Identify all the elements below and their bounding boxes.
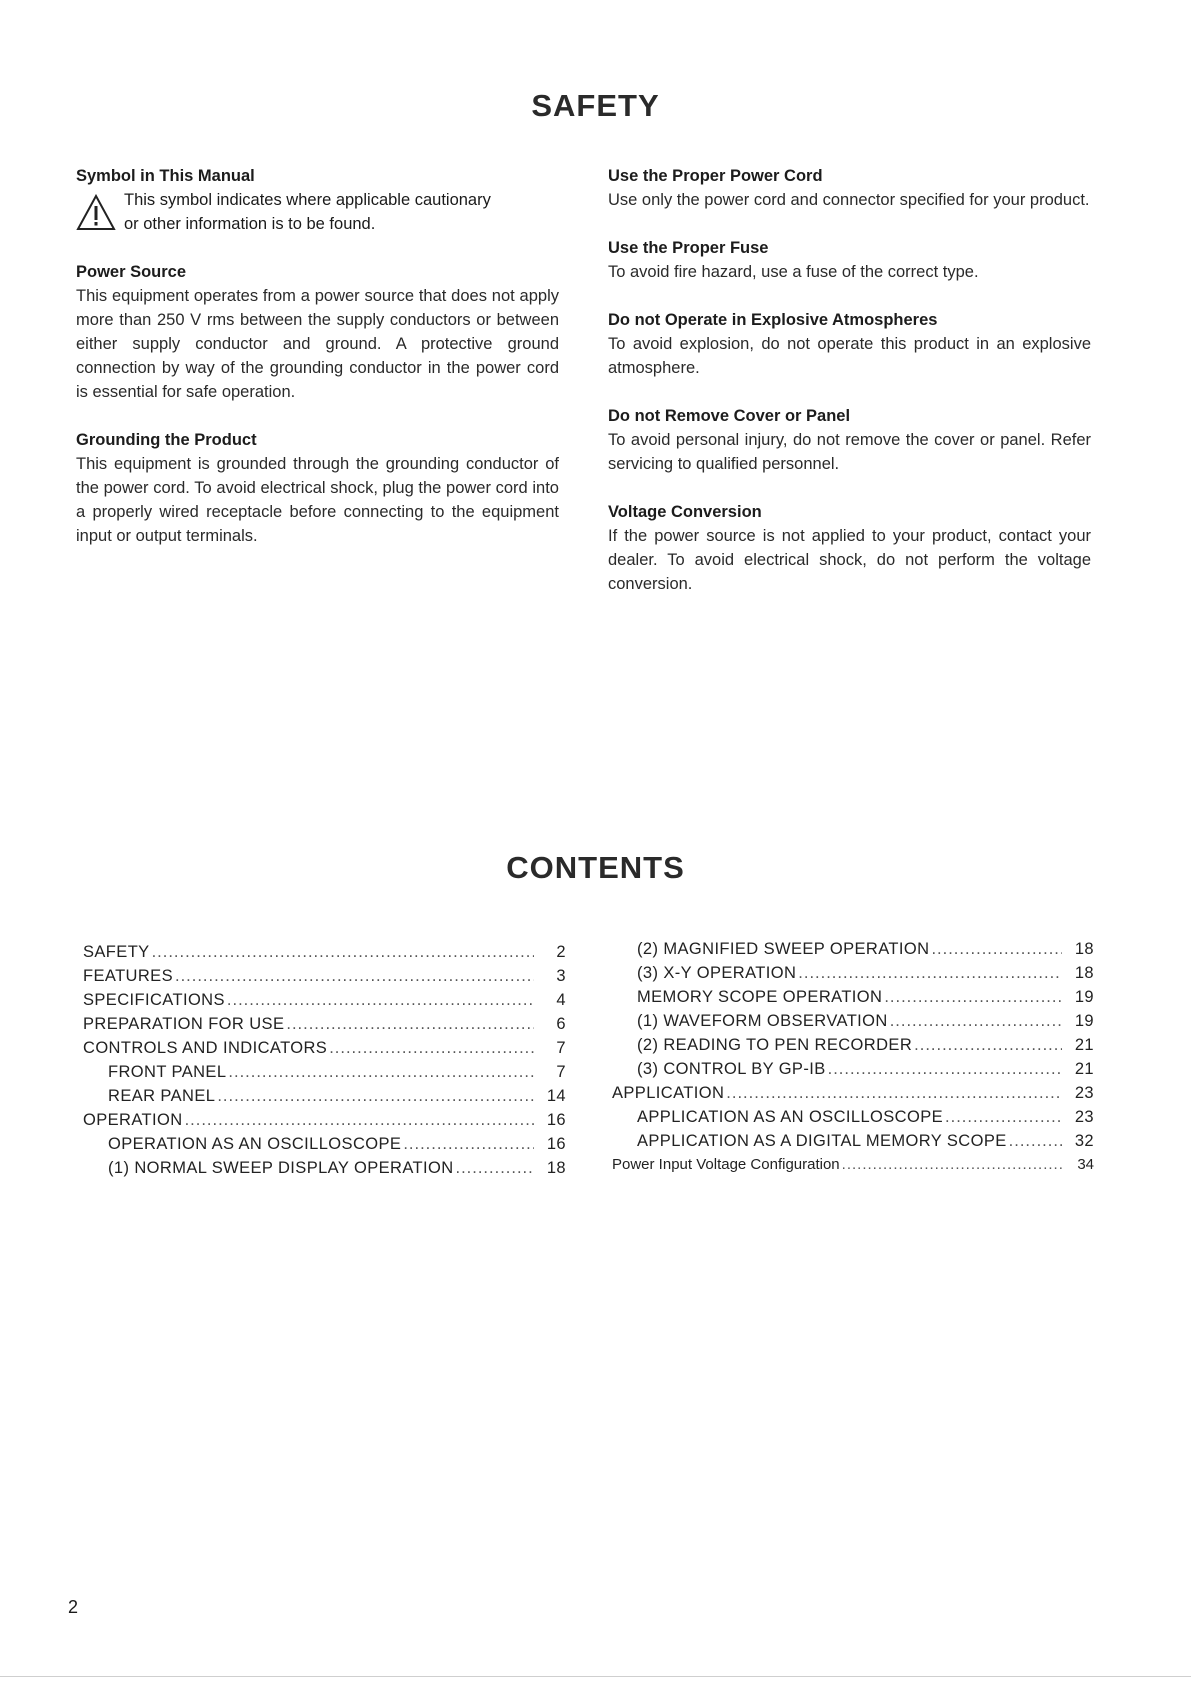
toc-entry[interactable] [612, 1129, 1094, 1153]
toc-label: (3) CONTROL BY GP-IB [637, 1060, 826, 1078]
toc-page: 2 [556, 943, 566, 961]
toc-page: 7 [556, 1063, 566, 1081]
toc-label: (2) MAGNIFIED SWEEP OPERATION [637, 940, 930, 958]
toc-page: 18 [1074, 964, 1094, 982]
toc-label: Power Input Voltage Configuration [612, 1156, 840, 1173]
toc-leader [329, 1036, 534, 1060]
section-body: To avoid explosion, do not operate this product in an explosive atmosphere. [608, 335, 1091, 377]
toc-entry[interactable] [612, 1033, 1094, 1057]
section-heading: Do not Operate in Explosive Atmospheres [608, 311, 938, 329]
caution-triangle-icon [76, 194, 116, 232]
safety-section-voltage [608, 500, 1091, 596]
toc-label: OPERATION AS AN OSCILLOSCOPE [108, 1135, 402, 1153]
toc-entry[interactable] [83, 1084, 566, 1108]
toc-leader [914, 1033, 1062, 1057]
section-heading: Use the Proper Fuse [608, 239, 769, 257]
safety-left-column [76, 164, 559, 572]
section-body: To avoid fire hazard, use a fuse of the correct type. [608, 263, 979, 281]
toc-leader [1009, 1129, 1062, 1153]
toc-label: FEATURES [83, 967, 173, 985]
symbol-line-2: or other information is to be found. [124, 215, 376, 233]
symbol-line-1: This symbol indicates where applicable cautionary [124, 191, 491, 209]
toc-label: APPLICATION AS AN OSCILLOSCOPE [637, 1108, 944, 1126]
toc-page: 19 [1074, 1012, 1094, 1030]
section-heading: Do not Remove Cover or Panel [608, 407, 851, 425]
toc-entry[interactable] [83, 1156, 566, 1180]
toc-entry[interactable] [83, 1012, 566, 1036]
toc-leader [185, 1108, 534, 1132]
toc-page: 7 [556, 1039, 566, 1057]
toc-leader [152, 940, 534, 964]
toc-entry[interactable] [612, 1153, 1094, 1177]
safety-section-grounding [76, 428, 559, 548]
toc-page: 14 [546, 1087, 566, 1105]
section-heading: Voltage Conversion [608, 503, 762, 521]
toc-leader [842, 1153, 1062, 1177]
toc-leader [228, 1060, 534, 1084]
toc-leader [884, 985, 1062, 1009]
toc-entry[interactable] [612, 961, 1094, 985]
toc-leader [217, 1084, 534, 1108]
safety-heading: SAFETY [531, 88, 660, 123]
toc-entry[interactable] [612, 1009, 1094, 1033]
toc-entry[interactable] [612, 937, 1094, 961]
toc-label: (1) NORMAL SWEEP DISPLAY OPERATION [108, 1159, 454, 1177]
toc-entry[interactable] [612, 1105, 1094, 1129]
section-body: This equipment operates from a power source that does not apply more than 250 V rms between the supply conductors or between either supply conductor and ground. A protective ground connection by way of the grounding conductor in the power cord is essential for safe operation. [76, 287, 559, 401]
toc-label: FRONT PANEL [108, 1063, 227, 1081]
safety-section-power-source [76, 260, 559, 404]
toc-entry[interactable] [83, 964, 566, 988]
toc-entry[interactable] [83, 1132, 566, 1156]
toc-entry[interactable] [612, 1057, 1094, 1081]
toc-page: 6 [556, 1015, 566, 1033]
section-heading: Symbol in This Manual [76, 167, 255, 185]
contents-heading: CONTENTS [506, 850, 685, 885]
toc-entry[interactable] [83, 1108, 566, 1132]
section-heading: Grounding the Product [76, 431, 257, 449]
toc-page: 16 [546, 1135, 566, 1153]
toc-label: APPLICATION AS A DIGITAL MEMORY SCOPE [637, 1132, 1007, 1150]
toc-page: 34 [1077, 1156, 1094, 1173]
toc-label: CONTROLS AND INDICATORS [83, 1039, 328, 1057]
toc-page: 16 [546, 1111, 566, 1129]
toc-leader [726, 1081, 1062, 1105]
section-body: This equipment is grounded through the grounding conductor of the power cord. To avoid electrical shock, plug the power cord into a properly wired receptacle before connecting to the equipment input or output terminals. [76, 455, 559, 545]
symbol-description [76, 188, 559, 236]
toc-page: 23 [1074, 1108, 1094, 1126]
toc-page: 18 [546, 1159, 566, 1177]
toc-entry[interactable] [612, 1081, 1094, 1105]
section-heading: Use the Proper Power Cord [608, 167, 823, 185]
toc-page: 3 [556, 967, 566, 985]
section-body: To avoid personal injury, do not remove the cover or panel. Refer servicing to qualified personnel. [608, 431, 1091, 473]
safety-section-symbol [76, 164, 559, 236]
section-body: If the power source is not applied to your product, contact your dealer. To avoid electrical shock, do not perform the voltage conversion. [608, 527, 1091, 593]
page-number: 2 [68, 1597, 79, 1617]
toc-leader [286, 1012, 534, 1036]
toc-page: 21 [1074, 1060, 1094, 1078]
toc-label: (1) WAVEFORM OBSERVATION [637, 1012, 888, 1030]
toc-left-column [83, 940, 566, 1180]
toc-page: 4 [556, 991, 566, 1009]
section-body: Use only the power cord and connector specified for your product. [608, 191, 1090, 209]
toc-leader [403, 1132, 534, 1156]
toc-leader [175, 964, 534, 988]
toc-label: (3) X-Y OPERATION [637, 964, 797, 982]
toc-label: PREPARATION FOR USE [83, 1015, 285, 1033]
toc-entry[interactable] [83, 940, 566, 964]
toc-entry[interactable] [83, 1036, 566, 1060]
toc-leader [945, 1105, 1062, 1129]
toc-page: 32 [1074, 1132, 1094, 1150]
toc-page: 19 [1074, 988, 1094, 1006]
section-heading: Power Source [76, 263, 187, 281]
toc-page: 23 [1074, 1084, 1094, 1102]
toc-entry[interactable] [612, 985, 1094, 1009]
toc-entry[interactable] [83, 1060, 566, 1084]
toc-label: REAR PANEL [108, 1087, 216, 1105]
toc-label: SPECIFICATIONS [83, 991, 225, 1009]
toc-right-column [612, 937, 1094, 1177]
safety-section-power-cord [608, 164, 1091, 212]
toc-leader [456, 1156, 534, 1180]
toc-label: MEMORY SCOPE OPERATION [637, 988, 883, 1006]
toc-entry[interactable] [83, 988, 566, 1012]
toc-page: 18 [1074, 940, 1094, 958]
toc-label: APPLICATION [612, 1084, 725, 1102]
safety-section-fuse [608, 236, 1091, 284]
toc-label: SAFETY [83, 943, 150, 961]
toc-page: 21 [1074, 1036, 1094, 1054]
toc-leader [798, 961, 1062, 985]
toc-label: OPERATION [83, 1111, 183, 1129]
safety-section-explosive [608, 308, 1091, 380]
toc-leader [828, 1057, 1062, 1081]
safety-section-cover [608, 404, 1091, 476]
toc-leader [227, 988, 534, 1012]
bottom-rule [0, 1676, 1191, 1677]
toc-leader [890, 1009, 1062, 1033]
toc-leader [931, 937, 1062, 961]
safety-right-column [608, 164, 1091, 620]
toc-label: (2) READING TO PEN RECORDER [637, 1036, 913, 1054]
